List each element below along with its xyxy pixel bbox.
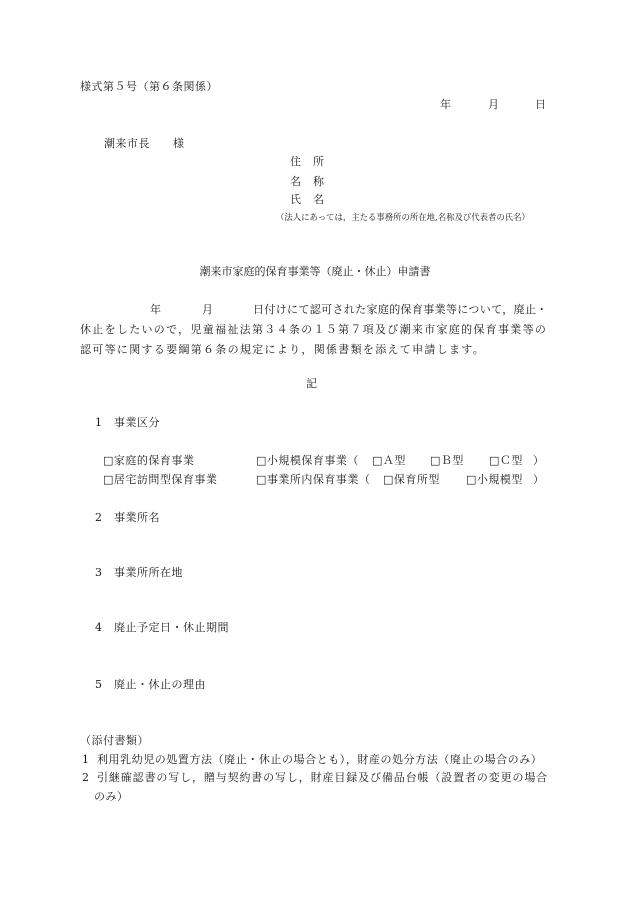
applicant-address-label: 住 所 — [290, 155, 325, 168]
section-number: 2 — [95, 511, 103, 524]
close-paren: ） — [533, 473, 545, 486]
body-month-label: 月 — [202, 303, 214, 316]
body-line-2: 休止をしたいので，児童福祉法第３４条の１５第７項及び潮来市家庭的保育事業等の — [80, 323, 548, 336]
applicant-representative-label: 氏 名 — [290, 193, 325, 206]
date-month-label: 月 — [488, 98, 500, 111]
section-number: 4 — [95, 621, 103, 634]
checkbox-small-scale-type: □小規模型 — [466, 473, 523, 486]
checkbox-type-b: □Ｂ型 — [430, 454, 464, 467]
date-year-label: 年 — [440, 98, 452, 111]
checkbox-type-a: □Ａ型 — [372, 454, 406, 467]
checkbox-workplace-childcare: □事業所内保育事業（ — [256, 473, 371, 486]
section-number: 1 — [95, 416, 103, 429]
date-day-label: 日 — [535, 98, 547, 111]
section-label-office-name: 事業所名 — [114, 511, 160, 524]
attachment-item: 利用乳幼児の処置方法（廃止・休止の場合とも），財産の処分方法（廃止の場合のみ） — [97, 753, 543, 766]
attachment-number: 1 — [82, 753, 90, 766]
applicant-name-label: 名 称 — [290, 175, 325, 188]
checkbox-nursery-type: □保育所型 — [383, 473, 440, 486]
checkbox-home-visit-childcare: □居宅訪問型保育事業 — [103, 473, 218, 486]
addressee: 潮来市長 様 — [104, 137, 185, 150]
section-label-closure-reason: 廃止・休止の理由 — [114, 678, 206, 691]
section-number: 5 — [95, 678, 103, 691]
ki-heading: 記 — [306, 377, 318, 390]
checkbox-type-c: □Ｃ型 — [489, 454, 523, 467]
section-label-business-type: 事業区分 — [114, 416, 160, 429]
body-line-3: 認可等に関する要綱第６条の規定により，関係書類を添えて申請します。 — [80, 343, 486, 356]
attachment-item-continuation: のみ） — [94, 790, 129, 803]
body-line-1: 日付けにて認可された家庭的保育事業等について，廃止・ — [253, 303, 548, 316]
attachment-item: 引継確認書の写し，贈与契約書の写し，財産目録及び備品台帳（設置者の変更の場合 — [97, 771, 549, 784]
attachments-heading: （添付書類） — [80, 734, 149, 747]
close-paren: ） — [533, 454, 545, 467]
section-label-office-address: 事業所所在地 — [114, 566, 183, 579]
form-number: 様式第５号（第６条関係） — [80, 80, 218, 93]
document-title: 潮来市家庭的保育事業等（廃止・休止）申請書 — [199, 265, 431, 278]
applicant-note: （法人にあっては，主たる事務所の所在地,名称及び代表者の氏名） — [276, 212, 530, 222]
checkbox-small-scale-childcare: □小規模保育事業（ — [256, 454, 359, 467]
body-year-label: 年 — [150, 303, 162, 316]
section-number: 3 — [95, 566, 103, 579]
attachment-number: 2 — [82, 771, 90, 784]
section-label-closure-date: 廃止予定日・休止期間 — [114, 621, 229, 634]
checkbox-family-childcare: □家庭的保育事業 — [103, 454, 195, 467]
